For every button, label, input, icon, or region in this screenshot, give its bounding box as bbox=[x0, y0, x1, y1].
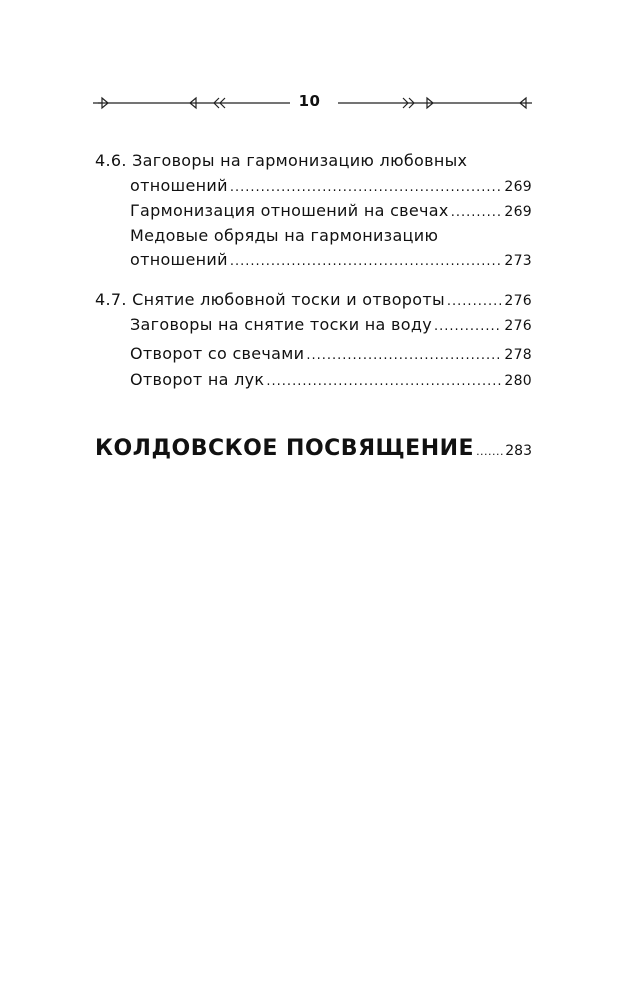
toc-section-4-6-label-line2: отношений bbox=[130, 176, 228, 195]
toc-chapter-title: КОЛДОВСКОЕ ПОСВЯЩЕНИЕ bbox=[95, 436, 475, 461]
page-header bbox=[0, 88, 619, 118]
toc-section-4-7-entry[interactable] bbox=[95, 287, 532, 313]
toc-section-4-6-entry[interactable] bbox=[130, 173, 532, 199]
dot-leader bbox=[306, 343, 502, 369]
toc-page-number: 269 bbox=[504, 204, 532, 220]
page-number: 10 bbox=[298, 92, 321, 110]
toc-section-4-7-label: 4.7. Снятие любовной тоски и отвороты bbox=[95, 290, 445, 309]
dot-leader bbox=[476, 445, 503, 458]
toc-page-number: 283 bbox=[505, 443, 532, 459]
toc-section-4-6-label-line1: 4.6. Заговоры на гармонизацию любовных bbox=[95, 151, 468, 170]
toc-entry-label: Заговоры на снятие тоски на воду bbox=[130, 315, 432, 334]
toc-chapter-entry[interactable] bbox=[95, 436, 532, 472]
toc-entry-reversal-candles[interactable] bbox=[130, 341, 532, 367]
dot-leader bbox=[266, 369, 502, 395]
toc-section-4-6-title bbox=[95, 148, 532, 174]
toc-page-number: 273 bbox=[504, 253, 532, 269]
toc-entry-longing-water[interactable] bbox=[130, 312, 532, 338]
toc-entry-label-line2: отношений bbox=[130, 250, 228, 269]
toc-page-number: 278 bbox=[504, 347, 532, 363]
toc-entry-honey-rituals-title bbox=[130, 223, 532, 249]
toc-entry-label-line1: Медовые обряды на гармонизацию bbox=[130, 226, 439, 245]
toc-entry-harmonization-candles[interactable] bbox=[130, 198, 532, 224]
toc-page-number: 276 bbox=[504, 318, 532, 334]
toc-entry-label: Отворот на лук bbox=[130, 370, 265, 389]
toc-page-number: 276 bbox=[504, 293, 532, 309]
toc-entry-reversal-onion[interactable] bbox=[130, 367, 532, 393]
toc-entry-label: Гармонизация отношений на свечах bbox=[130, 201, 449, 220]
toc-entry-honey-rituals[interactable] bbox=[130, 247, 532, 273]
dot-leader bbox=[434, 314, 502, 340]
toc-page-number: 280 bbox=[504, 373, 532, 389]
toc-entry-label: Отворот со свечами bbox=[130, 344, 305, 363]
toc-page-number: 269 bbox=[504, 179, 532, 195]
dot-leader bbox=[230, 249, 503, 275]
